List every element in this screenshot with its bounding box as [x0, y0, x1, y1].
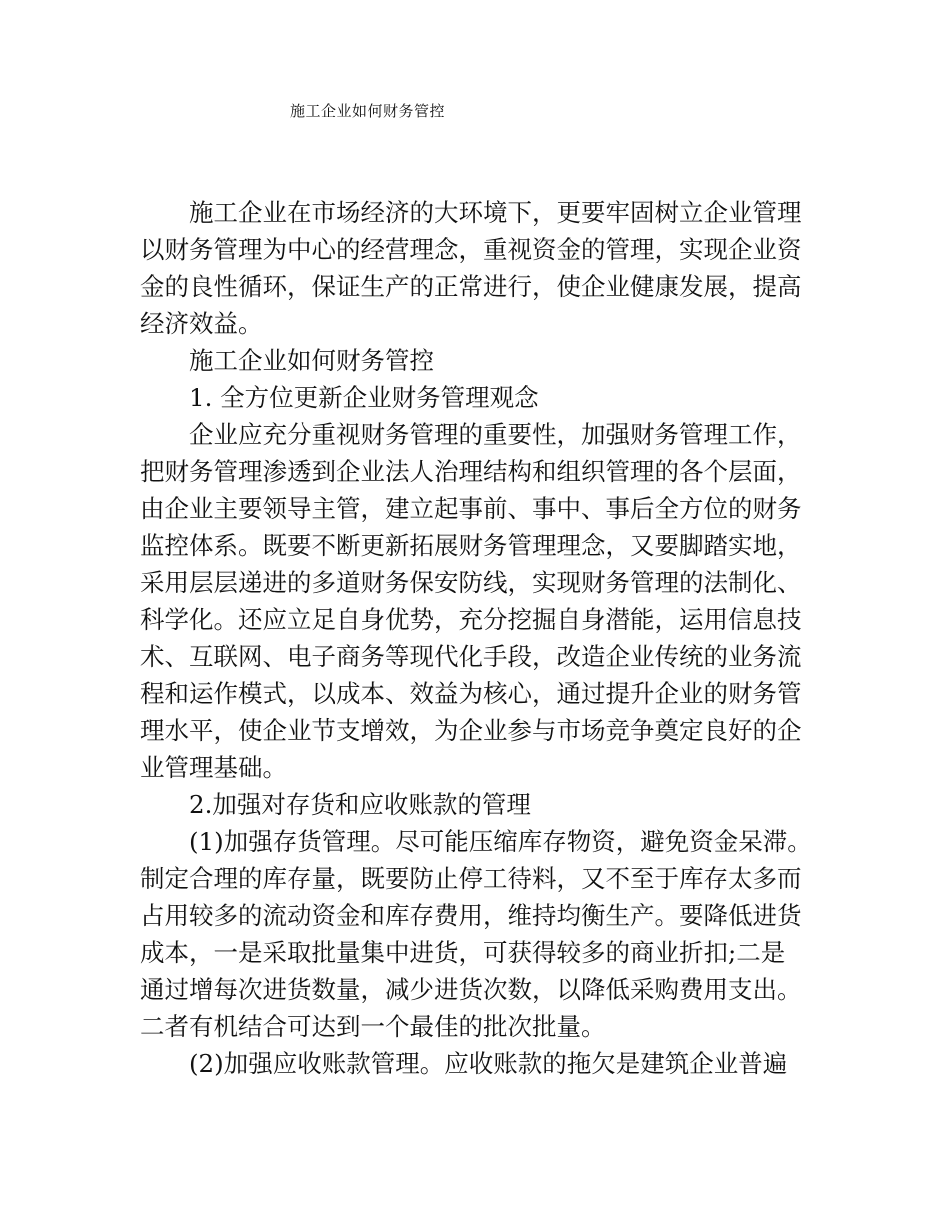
body-line: 制定合理的库存量，既要防止停工待料，又不至于库存太多而 [140, 864, 802, 893]
body-line: 施工企业如何财务管控 [189, 346, 434, 375]
body-line: 术、互联网、电子商务等现代化手段，改造企业传统的业务流 [140, 642, 802, 671]
body-line: 采用层层递进的多道财务保安防线，实现财务管理的法制化、 [140, 568, 802, 597]
body-line: 把财务管理渗透到企业法人治理结构和组织管理的各个层面， [140, 457, 802, 486]
body-line: 二者有机结合可达到一个最佳的批次批量。 [140, 1012, 606, 1041]
body-line: 由企业主要领导主管，建立起事前、事中、事后全方位的财务 [140, 494, 802, 523]
document-body [140, 194, 830, 1082]
body-line: 1. 全方位更新企业财务管理观念 [189, 383, 539, 412]
body-line: 施工企业在市场经济的大环境下，更要牢固树立企业管理 [189, 198, 802, 227]
body-line: 以财务管理为中心的经营理念，重视资金的管理，实现企业资 [140, 235, 802, 264]
body-line: 通过增每次进货数量，减少进货次数，以降低采购费用支出。 [140, 975, 802, 1004]
body-line: 金的良性循环，保证生产的正常进行，使企业健康发展，提高 [140, 272, 802, 301]
body-line: 占用较多的流动资金和库存费用，维持均衡生产。要降低进货 [140, 901, 802, 930]
body-line: 企业应充分重视财务管理的重要性，加强财务管理工作， [189, 420, 802, 449]
page-header: 施工企业如何财务管控 [290, 102, 446, 120]
body-line: 经济效益。 [140, 309, 263, 338]
body-line: (2)加强应收账款管理。应收账款的拖欠是建筑企业普遍 [189, 1049, 788, 1078]
body-line: (1)加强存货管理。尽可能压缩库存物资，避免资金呆滞。 [189, 827, 812, 856]
body-line: 成本，一是采取批量集中进货，可获得较多的商业折扣;二是 [140, 938, 786, 967]
body-line: 理水平，使企业节支增效，为企业参与市场竞争奠定良好的企 [140, 716, 802, 745]
body-line: 业管理基础。 [140, 753, 287, 782]
body-line: 2.加强对存货和应收账款的管理 [189, 790, 531, 819]
body-line: 监控体系。既要不断更新拓展财务管理理念，又要脚踏实地， [140, 531, 802, 560]
body-line: 程和运作模式，以成本、效益为核心，通过提升企业的财务管 [140, 679, 802, 708]
body-line: 科学化。还应立足自身优势，充分挖掘自身潜能，运用信息技 [140, 605, 802, 634]
